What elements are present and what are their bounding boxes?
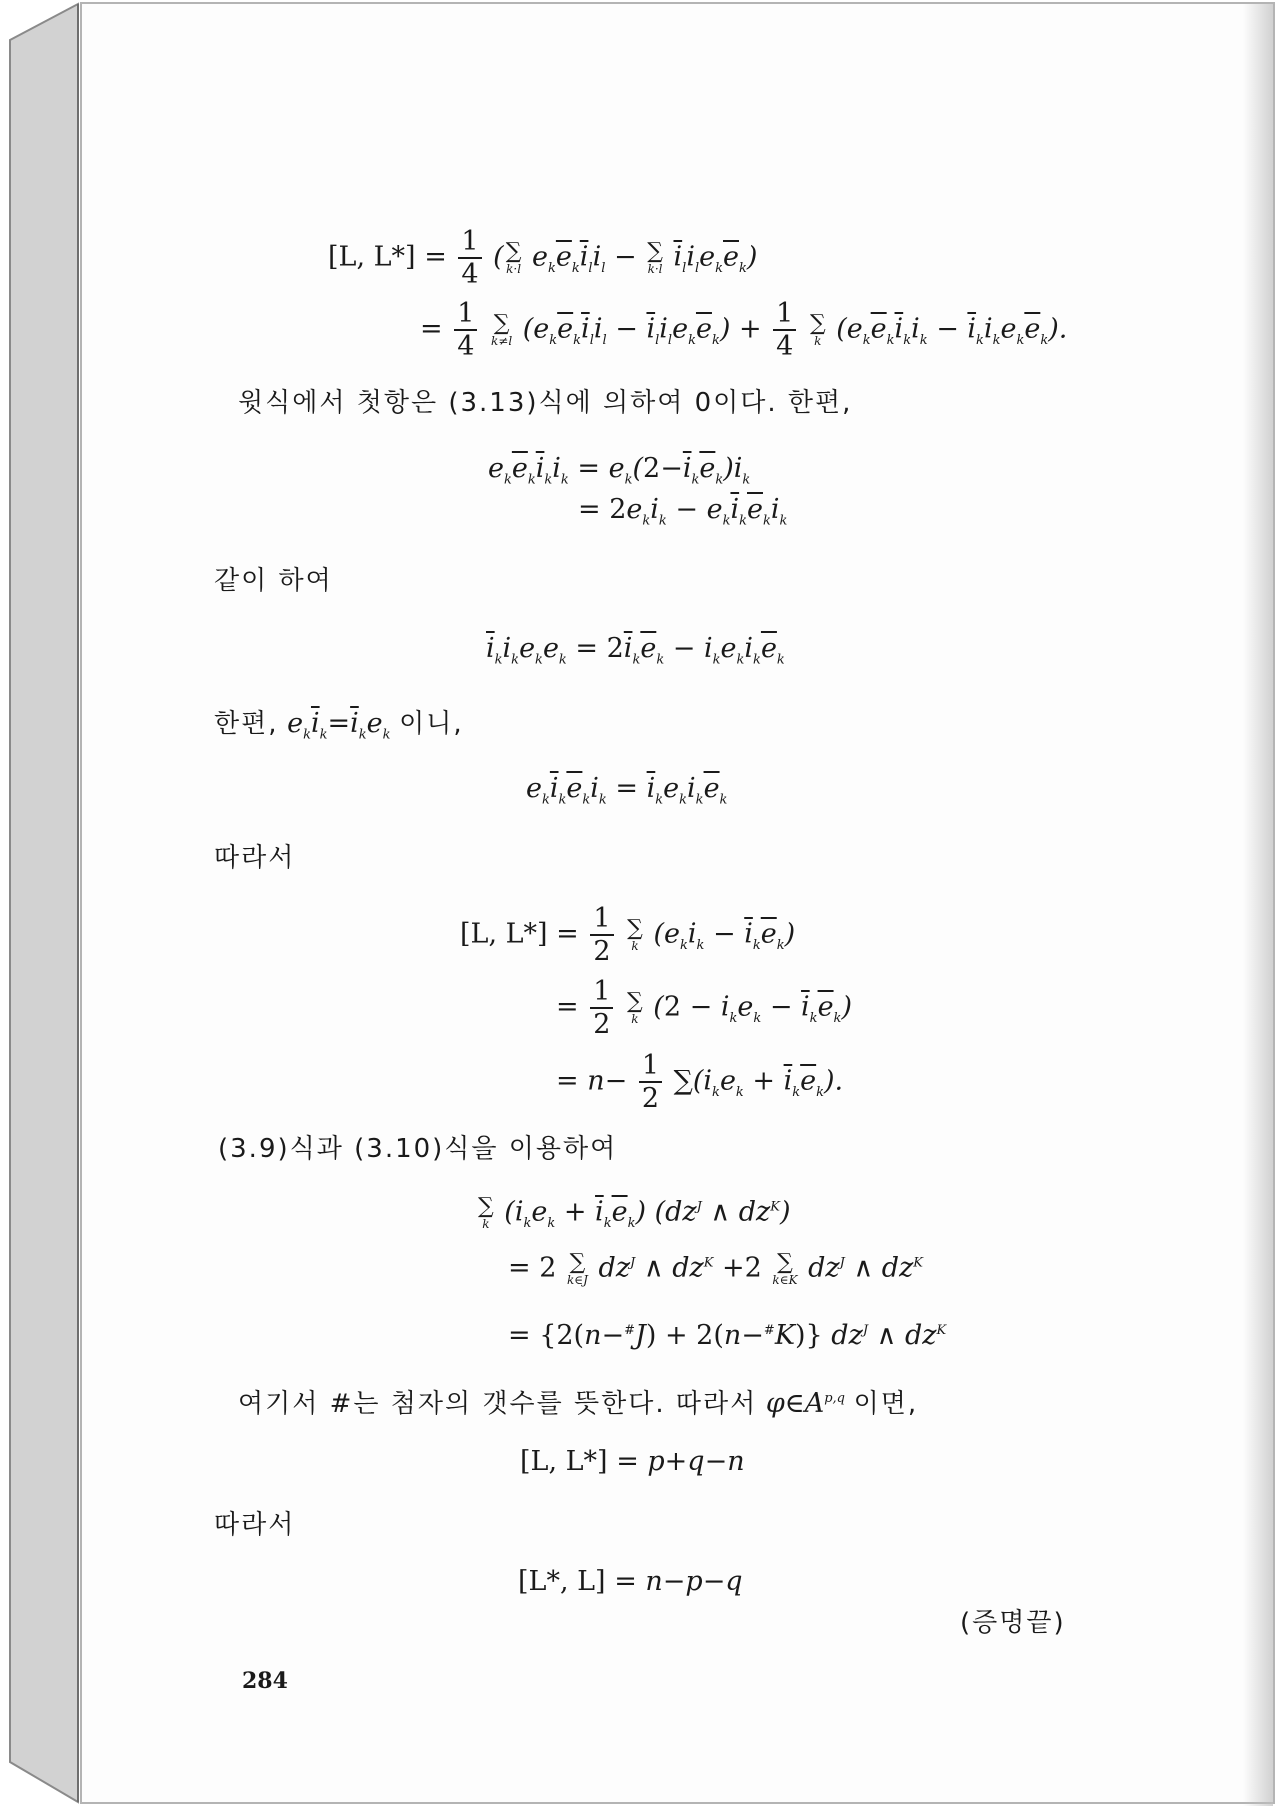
equation-dz-line1: ∑ k $(i_ke_k + \overline{i}_k\overline{e}_k)$ ($dz^J$ ∧ $dz^K$): [478, 1194, 791, 1231]
fraction-quarter: $\frac{1}{4}$: [454, 300, 477, 360]
paragraph-hash-meaning: 여기서 #는 첨자의 갯수를 뜻한다. 따라서 $\varphi\in A^{p,q}$ 이면,: [238, 1388, 919, 1419]
paragraph-first-term: 윗식에서 첫항은 (3.13)식에 의하여 0이다. 한편,: [238, 388, 853, 418]
equation-ll-line2: = $\frac{1}{4}$ ∑ k≠l $(e_k\overline{e}_k\overline{i}_li_l - \overline{i}_li_le_k\overline{e}_k)$ + $\frac{1}{4}$ ∑ k $(e_k\overline{e}_k\overline{i}_ki_k - \overline{i}_ki_ke_k\overline{e}_k)$.: [420, 298, 1068, 362]
sum-symbol: ∑ k: [627, 916, 643, 953]
paragraph-similarly: 같이 하여: [214, 566, 333, 596]
paragraph-therefore-2: 따라서: [214, 1510, 296, 1540]
equation-eiei: $e_k\overline{i}_k\overline{e}_ki_k = \overline{i}_ke_ki_k\overline{e}_k$: [526, 773, 728, 808]
paragraph-using-eqs: (3.9)식과 (3.10)식을 이용하여: [218, 1134, 618, 1164]
equation-iiee: $\overline{i}_ki_ke_ke_k = 2\overline{i}_k\overline{e}_k - i_ke_ki_k\overline{e}_k$: [486, 633, 785, 668]
equation-eeii-line2: = $2e_ki_k - e_k\overline{i}_k\overline{e}_ki_k$: [578, 494, 788, 529]
sum-symbol: ∑ k: [478, 1194, 494, 1231]
equation-ll-half-line1: [L, L*] = $\frac{1}{2}$ ∑ k $(e_ki_k - \overline{i}_k\overline{e}_k)$: [460, 903, 796, 967]
equation-dz-line2: = 2 ∑ k∈J $dz^J$ ∧ $dz^K +2$ ∑ k∈K $dz^J$ ∧ $dz^K$: [508, 1250, 924, 1287]
paragraph-on-other-hand: 한편, $e_k\overline{i}_k=\overline{i}_ke_k$ 이니,: [214, 708, 464, 743]
book-spine: [0, 0, 84, 1806]
fraction-half: $\frac{1}{2}$: [590, 905, 613, 965]
equation-ll-line1: [L, L*] = $\frac{1}{4}$ ( ∑ k·l $e_k\overline{e}_k\overline{i}_li_l$ − ∑ k·l $\overline{i}_li_le_k\overline{e}_k$): [328, 226, 758, 290]
sum-symbol: ∑ k: [627, 989, 643, 1026]
fraction-half: $\frac{1}{2}$: [590, 978, 613, 1038]
sum-symbol: ∑ k≠l: [491, 311, 513, 348]
fraction-quarter: $\frac{1}{4}$: [773, 300, 796, 360]
equation-ll-half-line3: = n− $\frac{1}{2}$ $\sum(i_ke_k + \overline{i}_k\overline{e}_k)$.: [556, 1050, 844, 1114]
page-edge-shadow: [1243, 4, 1273, 1806]
fraction-quarter: $\frac{1}{4}$: [458, 228, 481, 288]
page-number: 284: [242, 1668, 288, 1694]
fraction-half: $\frac{1}{2}$: [639, 1052, 662, 1112]
paragraph-therefore-1: 따라서: [214, 843, 296, 873]
sum-symbol: ∑ k·l: [647, 239, 663, 276]
sum-symbol: ∑ k: [809, 311, 826, 348]
equation-ll-half-line2: = $\frac{1}{2}$ ∑ k $(2 - i_ke_k - \overline{i}_k\overline{e}_k)$: [556, 976, 852, 1040]
equation-eeii-line1: $e_k\overline{e}_k\overline{i}_ki_k = e_k(2-\overline{i}_k\overline{e}_k)i_k$: [488, 453, 751, 488]
equation-ll-result: [L, L*] = p+q−n: [520, 1446, 745, 1477]
equation-dz-line3: = {2(n−#J) + 2(n−#K)} $dz^J$ ∧ $dz^K$: [508, 1320, 947, 1351]
proof-end-mark: (증명끝): [960, 1608, 1066, 1638]
sum-symbol: ∑ k∈J: [566, 1250, 588, 1287]
sum-symbol: ∑ k·l: [505, 239, 522, 276]
equation-lstar-l-result: [L*, L] = n−p−q: [518, 1566, 743, 1597]
sum-symbol: ∑ k∈K: [772, 1250, 798, 1287]
